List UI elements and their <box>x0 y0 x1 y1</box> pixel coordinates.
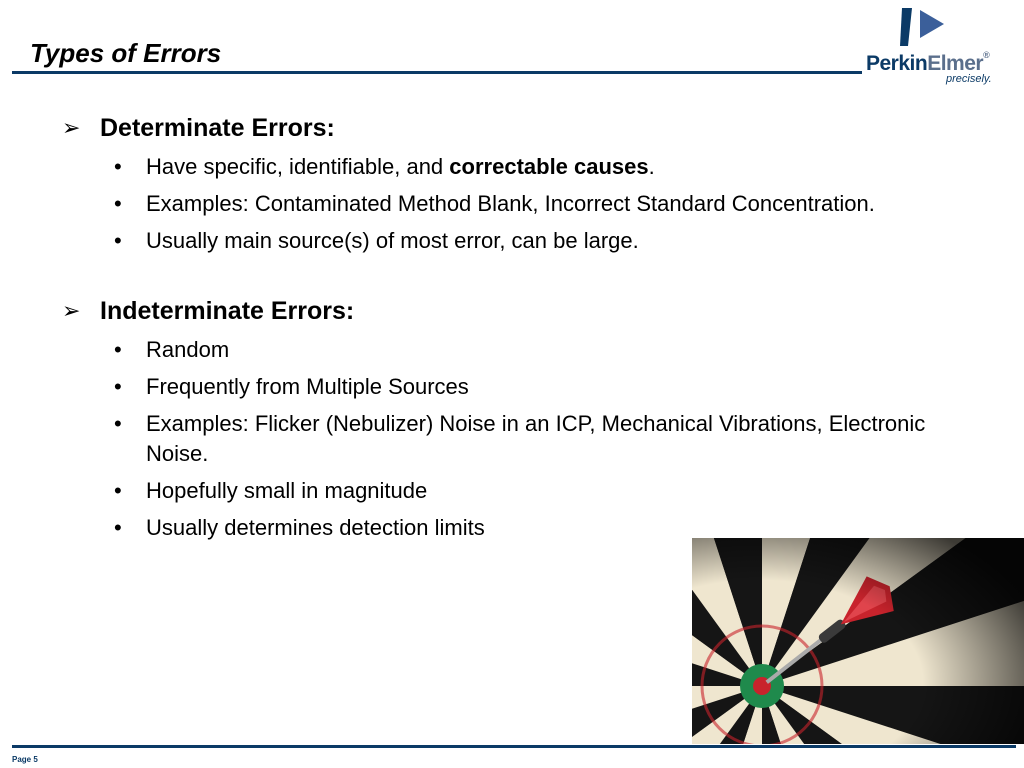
footer-divider <box>12 745 1016 748</box>
bullet-list <box>62 335 962 543</box>
dartboard-image <box>692 538 1024 744</box>
bullet-list <box>62 152 962 256</box>
logo-tagline: precisely. <box>946 73 992 85</box>
list-item: • Have specific, identifiable, and correctable causes. <box>114 152 962 182</box>
page-number: Page 5 <box>12 755 38 764</box>
section-heading-text: Determinate Errors: <box>100 113 335 142</box>
bullet-icon: • <box>114 411 122 436</box>
emphasis-text: correctable causes <box>449 154 649 179</box>
list-item: • Random <box>114 335 962 365</box>
list-item: • Examples: Contaminated Method Blank, Incorrect Standard Concentration. <box>114 189 962 219</box>
section-heading-text: Indeterminate Errors: <box>100 296 355 325</box>
slide-title: Types of Errors <box>30 38 222 68</box>
title-divider <box>12 71 862 74</box>
bullet-icon: • <box>114 337 122 362</box>
list-item: • Usually main source(s) of most error, can be large. <box>114 226 962 256</box>
bullet-icon: • <box>114 191 122 216</box>
list-item: • Examples: Flicker (Nebulizer) Noise in an ICP, Mechanical Vibrations, Electronic Noise. <box>114 411 926 466</box>
bullet-icon: • <box>114 154 122 179</box>
list-item: • Frequently from Multiple Sources <box>114 372 962 402</box>
bullet-icon: • <box>114 374 122 399</box>
logo-registered: ® <box>983 50 990 60</box>
list-item: • Usually determines detection limits <box>114 513 962 543</box>
bullet-icon: • <box>114 478 122 503</box>
arrow-bullet-icon: ➢ <box>62 298 81 323</box>
list-item: • Hopefully small in magnitude <box>114 476 962 506</box>
section-heading <box>62 293 962 329</box>
logo-perkin: Perkin <box>866 52 928 75</box>
arrow-bullet-icon: ➢ <box>62 115 81 140</box>
bullet-icon: • <box>114 228 122 253</box>
logo-elmer: Elmer <box>927 52 984 75</box>
slide-body <box>62 110 962 550</box>
perkinelmer-logo <box>860 6 1020 85</box>
perkinelmer-mark-icon <box>900 6 948 46</box>
section-heading <box>62 110 962 146</box>
bullet-icon: • <box>114 515 122 540</box>
